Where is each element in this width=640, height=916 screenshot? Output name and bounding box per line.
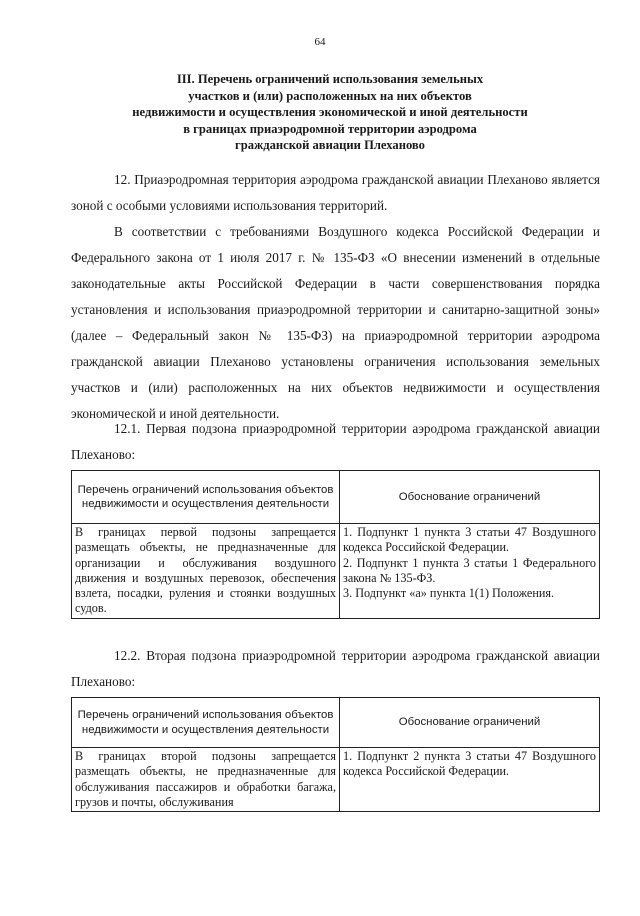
heading-line: III. Перечень ограничений использования земельных — [176, 72, 484, 86]
page-number: 64 — [314, 36, 326, 48]
paragraph-text: 12.1. Первая подзона приаэродромной территории аэродрома гражданской авиации Плеханово: — [71, 421, 600, 462]
paragraph-12 — [71, 167, 600, 219]
header-restrictions: Перечень ограничений использования объектов недвижимости и осуществления деятельности — [72, 698, 340, 748]
paragraph-text: В соответствии с требованиями Воздушного кодекса Российской Федерации и Федерального закона от 1 июля 2017 г. № 135-ФЗ «О внесении изменений в отдельные законодательные акты Российской Федерации в части совершенствования порядка установления и использования приаэродромной территории и санитарно-защитной зоны» (далее – Федеральный закон № 135-ФЗ) на приаэродромной территории аэродрома гражданской авиации Плеханово установлены ограничения использования земельных участков и (или) расположенных на них объектов недвижимости и осуществления экономической и иной деятельности. — [71, 224, 600, 421]
paragraph-12-1 — [71, 416, 600, 468]
heading-line: гражданской авиации Плеханово — [235, 138, 425, 152]
table-header-row — [72, 698, 600, 748]
section-heading — [60, 71, 600, 154]
restrictions-table-subzone-1 — [71, 470, 600, 619]
restrictions-table-subzone-2 — [71, 697, 600, 812]
header-basis: Обоснование ограничений — [340, 471, 600, 524]
basis-cell — [340, 524, 600, 619]
table-header-row — [72, 471, 600, 524]
basis-item: 1. Подпункт 1 пункта 3 статьи 47 Воздушного кодекса Российской Федерации. — [343, 525, 596, 555]
basis-item: 3. Подпункт «а» пункта 1(1) Положения. — [343, 586, 555, 601]
paragraph-legal-basis — [71, 219, 600, 427]
restriction-cell: В границах первой подзоны запрещается размещать объекты, не предназначенные для организации и обслуживания воздушного движения и воздушных перевозок, обеспечения взлета, посадки, руления и стоянки воздушных судов. — [72, 524, 340, 619]
paragraph-text: 12.2. Вторая подзона приаэродромной территории аэродрома гражданской авиации Плеханово: — [71, 648, 600, 689]
paragraph-12-2 — [71, 643, 600, 695]
basis-item: 2. Подпункт 1 пункта 3 статьи 1 Федерального закона № 135-ФЗ. — [343, 555, 596, 585]
basis-cell — [340, 748, 600, 812]
paragraph-text: 12. Приаэродромная территория аэродрома гражданской авиации Плеханово является зоной с особыми условиями использования территорий. — [71, 172, 600, 213]
header-basis: Обоснование ограничений — [340, 698, 600, 748]
heading-line: в границах приаэродромной территории аэродрома — [183, 121, 477, 136]
heading-line: недвижимости и осуществления экономической и иной деятельности — [132, 105, 528, 119]
restriction-cell: В границах второй подзоны запрещается размещать объекты, не предназначенные для обслуживания пассажиров и обработки багажа, грузов и почты, обслуживания — [72, 748, 340, 812]
basis-item: 1. Подпункт 2 пункта 3 статьи 47 Воздушного кодекса Российской Федерации. — [343, 749, 596, 779]
table-row — [72, 524, 600, 619]
header-restrictions: Перечень ограничений использования объектов недвижимости и осуществления деятельности — [72, 471, 340, 524]
table-row — [72, 748, 600, 812]
heading-line: участков и (или) расположенных на них объектов — [188, 88, 472, 103]
